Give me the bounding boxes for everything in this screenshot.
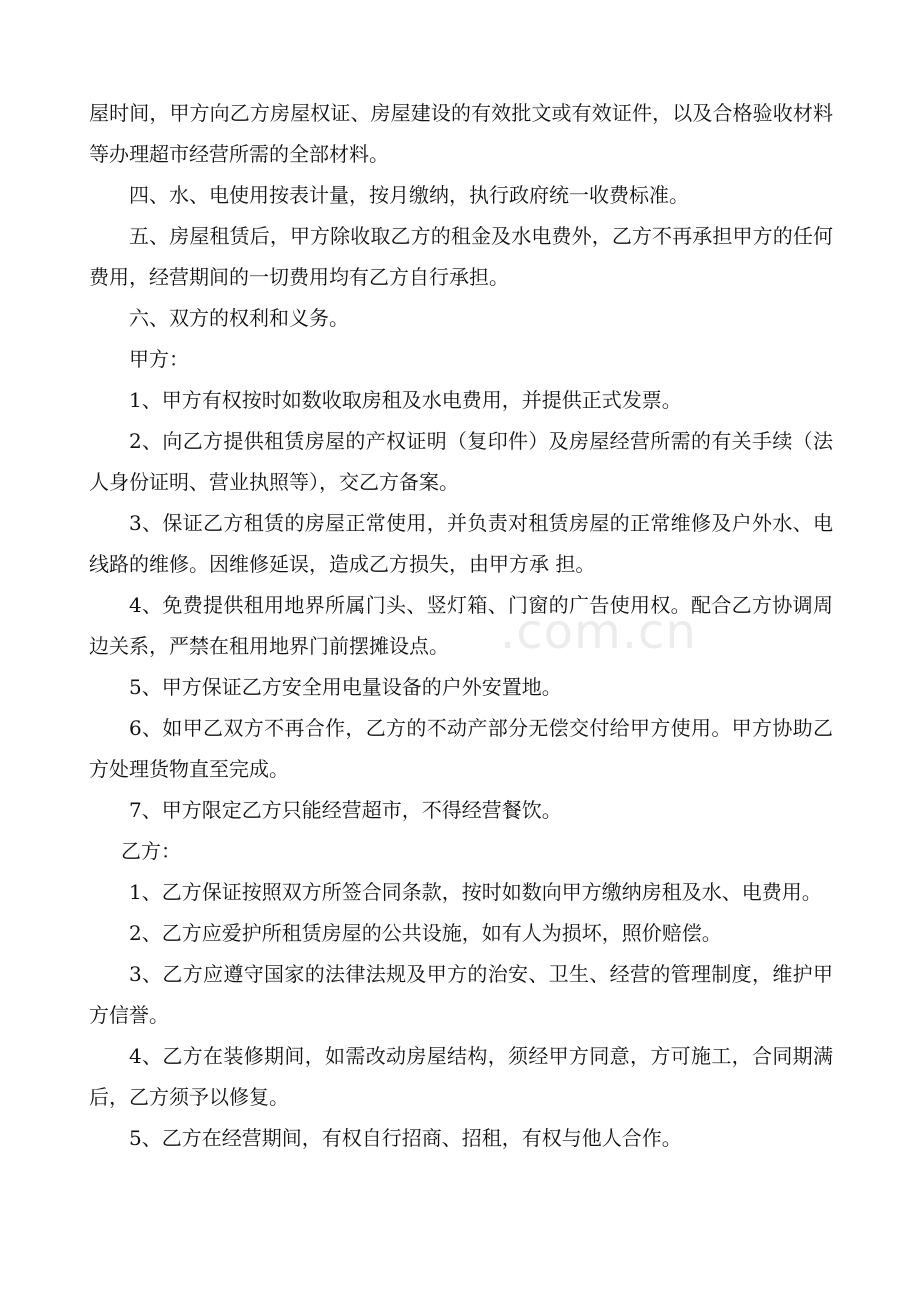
party-b-item-4: 4、乙方在装修期间，如需改动房屋结构，须经甲方同意，方可施工，合同期满后，乙方须予以修复。 [89,1044,833,1109]
paragraph-continued-clause: 屋时间，甲方向乙方房屋权证、房屋建设的有效批文或有效证件，以及合格验收材料等办理超市经营所需的全部材料。 [89,101,833,166]
party-b-item-3: 3、乙方应遵守国家的法律法规及甲方的治安、卫生、经营的管理制度，维护甲方信誉。 [89,962,833,1027]
paragraph-clause-4: 四、水、电使用按表计量，按月缴纳，执行政府统一收费标准。 [129,183,689,207]
heading-party-a: 甲方： [129,347,189,371]
party-a-item-2: 2、向乙方提供租赁房屋的产权证明（复印件）及房屋经营所需的有关手续（法人身份证明、营业执照等），交乙方备案。 [89,429,833,494]
party-a-item-7: 7、甲方限定乙方只能经营超市，不得经营餐饮。 [129,798,562,822]
watermark: .com.cn [500,604,697,660]
party-b-item-2: 2、乙方应爱护所租赁房屋的公共设施，如有人为损坏，照价赔偿。 [129,921,722,945]
party-a-item-6: 6、如甲乙双方不再合作，乙方的不动产部分无偿交付给甲方使用。甲方协助乙方处理货物直至完成。 [89,716,833,781]
paragraph-clause-6: 六、双方的权利和义务。 [129,306,349,330]
party-a-item-3: 3、保证乙方租赁的房屋正常使用，并负责对租赁房屋的正常维修及户外水、电线路的维修。因维修延误，造成乙方损失，由甲方承 担。 [89,511,833,576]
party-a-item-5: 5、甲方保证乙方安全用电量设备的户外安置地。 [129,675,562,699]
heading-party-b: 乙方： [121,839,181,863]
party-b-item-1: 1、乙方保证按照双方所签合同条款，按时如数向甲方缴纳房租及水、电费用。 [129,880,822,904]
party-a-item-1: 1、甲方有权按时如数收取房租及水电费用，并提供正式发票。 [129,388,682,412]
document-body [89,93,833,1159]
party-b-item-5: 5、乙方在经营期间，有权自行招商、招租，有权与他人合作。 [129,1126,682,1150]
party-a-item-4: 4、免费提供租用地界所属门头、竖灯箱、门窗的广告使用权。配合乙方协调周边关系，严禁在租用地界门前摆摊设点。 [89,593,833,658]
paragraph-clause-5: 五、房屋租赁后，甲方除收取乙方的租金及水电费外，乙方不再承担甲方的任何费用，经营期间的一切费用均有乙方自行承担。 [89,224,833,289]
